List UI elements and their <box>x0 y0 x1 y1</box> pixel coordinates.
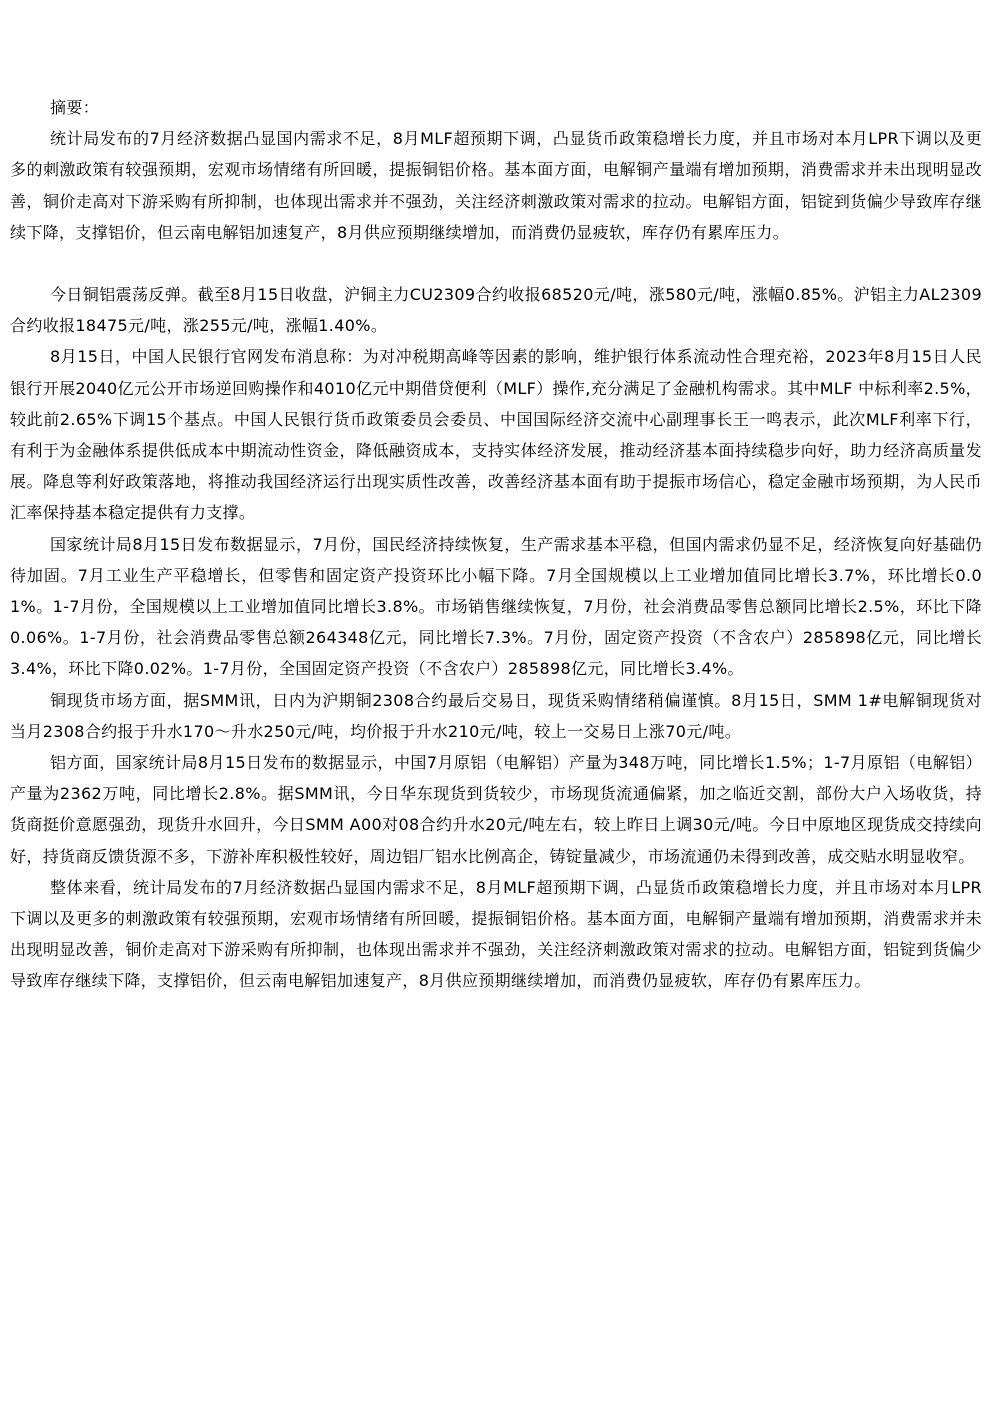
aluminum-paragraph: 铝方面，国家统计局8月15日发布的数据显示，中国7月原铝（电解铝）产量为348万吨，同比增长1.5%；1-7月原铝（电解铝）产量为2362万吨，同比增长2.8%。据SMM讯，今日华东现货到货较少，市场现货流通偏紧，加之临近交割，部份大户入场收货，持货商挺价意愿强劲，现货升水回升，今日SMM A00对08合约升水20元/吨左右，较上昨日上调30元/吨。今日中原地区现货成交持续向好，持货商反馈货源不多，下游补库积极性较好，周边铝厂铝水比例高企，铸锭量减少，市场流通仍未得到改善，成交贴水明显收窄。 <box>10 753 982 866</box>
summary-paragraph: 统计局发布的7月经济数据凸显国内需求不足，8月MLF超预期下调，凸显货币政策稳增长力度，并且市场对本月LPR下调以及更多的刺激政策有较强预期，宏观市场情绪有所回暖，提振铜铝价格。基本面方面，电解铜产量端有增加预期，消费需求并未出现明显改善，铜价走高对下游采购有所抑制，也体现出需求并不强劲，关注经济刺激政策对需求的拉动。电解铝方面，铝锭到货偏少导致库存继续下降，支撑铝价，但云南电解铝加速复产，8月供应预期继续增加，而消费仍显疲软，库存仍有累库压力。 <box>10 129 982 242</box>
nbs-data-paragraph: 国家统计局8月15日发布数据显示，7月份，国民经济持续恢复，生产需求基本平稳，但国内需求仍显不足，经济恢复向好基础仍待加固。7月工业生产平稳增长，但零售和固定资产投资环比小幅下降。7月全国规模以上工业增加值同比增长3.7%，环比增长0.01%。1-7月份，全国规模以上工业增加值同比增长3.8%。市场销售继续恢复，7月份，社会消费品零售总额同比增长2.5%，环比下降0.06%。1-7月份，社会消费品零售总额264348亿元，同比增长7.3%。7月份，固定资产投资（不含农户）285898亿元，同比增长3.4%，环比下降0.02%。1-7月份，全国固定资产投资（不含农户）285898亿元，同比增长3.4%。 <box>10 534 982 679</box>
summary-heading: 摘要： <box>50 98 100 117</box>
pboc-mlf-paragraph: 8月15日，中国人民银行官网发布消息称：为对冲税期高峰等因素的影响，维护银行体系流动性合理充裕，2023年8月15日人民银行开展2040亿元公开市场逆回购操作和4010亿元中期借贷便利（MLF）操作,充分满足了金融机构需求。其中MLF 中标利率2.5%，较此前2.65%下调15个基点。中国人民银行货币政策委员会委员、中国国际经济交流中心副理事长王一鸣表示，此次MLF利率下行，有利于为金融体系提供低成本中期流动性资金，降低融资成本，支持实体经济发展，推动经济基本面持续稳步向好，助力经济高质量发展。降息等利好政策落地，将推动我国经济运行出现实质性改善，改善经济基本面有助于提振市场信心，稳定金融市场预期，为人民币汇率保持基本稳定提供有力支撑。 <box>10 347 982 523</box>
market-close-paragraph: 今日铜铝震荡反弹。截至8月15日收盘，沪铜主力CU2309合约收报68520元/吨，涨580元/吨，涨幅0.85%。沪铝主力AL2309合约收报18475元/吨，涨255元/吨，涨幅1.40%。 <box>10 285 982 336</box>
conclusion-paragraph: 整体来看，统计局发布的7月经济数据凸显国内需求不足，8月MLF超预期下调，凸显货币政策稳增长力度，并且市场对本月LPR下调以及更多的刺激政策有较强预期，宏观市场情绪有所回暖，提振铜铝价格。基本面方面，电解铜产量端有增加预期，消费需求并未出现明显改善，铜价走高对下游采购有所抑制，也体现出需求并不强劲，关注经济刺激政策对需求的拉动。电解铝方面，铝锭到货偏少导致库存继续下降，支撑铝价，但云南电解铝加速复产，8月供应预期继续增加，而消费仍显疲软，库存仍有累库压力。 <box>10 877 982 991</box>
copper-spot-paragraph: 铜现货市场方面，据SMM讯，日内为沪期铜2308合约最后交易日，现货采购情绪稍偏谨慎。8月15日，SMM 1#电解铜现货对当月2308合约报于升水170～升水250元/吨，均价报于升水210元/吨，较上一交易日上涨70元/吨。 <box>10 690 982 741</box>
document-page <box>10 92 982 997</box>
paragraph-spacer <box>10 248 982 279</box>
